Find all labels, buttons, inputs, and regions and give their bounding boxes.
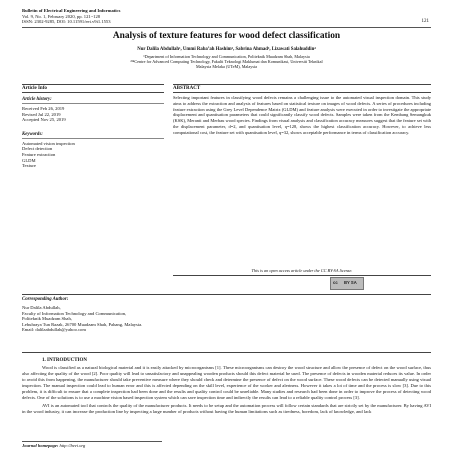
corresponding-details — [22, 305, 431, 333]
cc-icon: cc — [333, 280, 338, 285]
affiliation-3: Malaysia Melaka (UTeM), Malaysia — [195, 64, 258, 70]
abstract-text: Selecting important features in classifying wood defects remains a challenging issue to the automated visual inspection domain. This study aims to address the extraction and analysis of features based on statistical texture on images of wood defects. A series of procedures including feature extraction using the Grey Level Dependence Matrix (GLDM) and feature analysis were executed in order to investigate the appropriate displacement and quantisation parameters that could significantly classify wood defects. Samples were taken from the Kembang Semangkuk (KSK), Meranti and Merbau wood species. Findings from visual analysis and classification accuracy measures suggest that the feature set with the displacement parameter, d=2, and quantisation level, q=128, shows the highest classification accuracy. However, to achieve less computational cost, the feature set with quantisation level, q=32, shows acceptable performance in terms of classification accuracy. — [173, 95, 431, 135]
corr-faculty: Faculty of Information Technology and Communication, — [22, 310, 127, 316]
corr-address: Lebuhraya Tun Razak, 26700 Muadzam Shah, Pahang, Malaysia. — [22, 321, 143, 327]
corr-institution: Politeknik Muadzam Shah, — [22, 316, 72, 322]
section-divider — [22, 352, 431, 353]
article-history — [22, 106, 164, 123]
journal-footer — [22, 443, 85, 448]
license-row — [173, 268, 431, 276]
introduction-heading: 1. INTRODUCTION — [42, 358, 88, 363]
abstract-heading: ABSTRACT — [173, 84, 431, 93]
keyword: Automated vision inspection — [22, 140, 75, 146]
affiliation-2: ²³⁴Centre for Advanced Computing Technology, Fakulti Teknologi Maklumat dan Komunikasi, Universiti Teknikal — [130, 59, 323, 65]
keyword: Texture — [22, 163, 36, 169]
license-text[interactable]: This is an open access article under the CC BY-SA license. — [251, 268, 353, 273]
corresponding-author — [22, 294, 431, 333]
article-history-heading: Article history: — [22, 97, 164, 104]
history-revised: Revised Jul 22, 2019 — [22, 111, 61, 117]
homepage-link[interactable]: http://beei.org — [59, 443, 86, 448]
corr-name: Nur Dalila Abdullah, — [22, 305, 61, 310]
keyword: GLDM — [22, 157, 36, 163]
corresponding-heading: Corresponding Author: — [22, 297, 69, 302]
journal-header — [22, 8, 120, 25]
article-info-column — [22, 84, 164, 169]
corr-email[interactable]: Email: dalilaabdullah@yahoo.com — [22, 327, 86, 333]
abstract-column — [173, 84, 431, 135]
journal-volume: Vol. 9, No. 1, February 2020, pp. 121~128 — [22, 13, 101, 19]
history-received: Received Feb 26, 2019 — [22, 106, 65, 111]
introduction-paragraph-1: Wood is classified as a natural biological material and it is easily attacked by microorganisms [1]. These microorganisms can destroy the wood structure and allow the presence of defect on the wood surface, thus also affecting the quality of the wood [2]. Poor quality will lead to unsatisfactory and unappealing wooden products should this defect material be used. The presence of defects in wooden material reduces its value. In order to avoid this from happening, the manufacturer should take preventive measure where they should check and determine the presence of defect on the wood surface. These wood defects can be detected manually using visual inspection. The manual inspection could lead to human error and this is affected depending on the skill level, experience of the worker and alertness. However it takes a lot of time and the process is slow [3]. Due to this problem, it is difficult to ensure that a complete inspection had been done and the results and quality control could be unreliable. Many studies and research had been done in order to improve the process of detecting wood defects. One of the solutions is to use a machine vision based inspection system which can save inspection time and indirectly the results can lead to a reliable quality control process [3]. — [22, 365, 431, 400]
introduction-section — [22, 358, 431, 415]
footer-divider — [22, 441, 162, 442]
paper-title: Analysis of texture features for wood defect classification — [112, 31, 341, 41]
affiliations — [0, 54, 453, 70]
header-divider — [22, 27, 431, 28]
journal-issn: ISSN: 2302-9285, DOI: 10.11591/eei.v9i1.1553 — [22, 19, 111, 25]
page-number: 121 — [421, 19, 429, 24]
keywords-list — [22, 141, 164, 169]
author-list: Nur Dalila Abdullah¹, Ummi Raba’ah Hashim², Sabrina Ahmad³, Lizawati Salahuddin⁴ — [137, 47, 316, 52]
keyword: Feature extraction — [22, 151, 56, 157]
by-sa-icon: BY SA — [344, 280, 357, 285]
keyword: Defect detection — [22, 146, 53, 152]
article-info-heading: Article Info — [22, 84, 164, 93]
history-accepted: Accepted Nov 25, 2019 — [22, 117, 66, 123]
affiliation-1: ¹Department of Information Technology and Communication, Politeknik Muadzam Shah, Malaysia — [143, 54, 310, 59]
cc-license-badge[interactable] — [330, 277, 364, 290]
keywords-heading: Keywords: — [22, 132, 164, 139]
introduction-paragraph-2: AVI is an automated tool that controls the quality of the manufacturer products. It needs to be setup and the automation process will follow certain standards that are strictly set by the manufacturer. By having AVI in the wood industry, it can increase the production line by inspecting a large number of products without having the human limitations such as tiredness, boredom, lack of knowledge, and lack — [22, 402, 431, 414]
journal-name: Bulletin of Electrical Engineering and Informatics — [22, 8, 121, 13]
homepage-label: Journal homepage: — [22, 443, 59, 448]
